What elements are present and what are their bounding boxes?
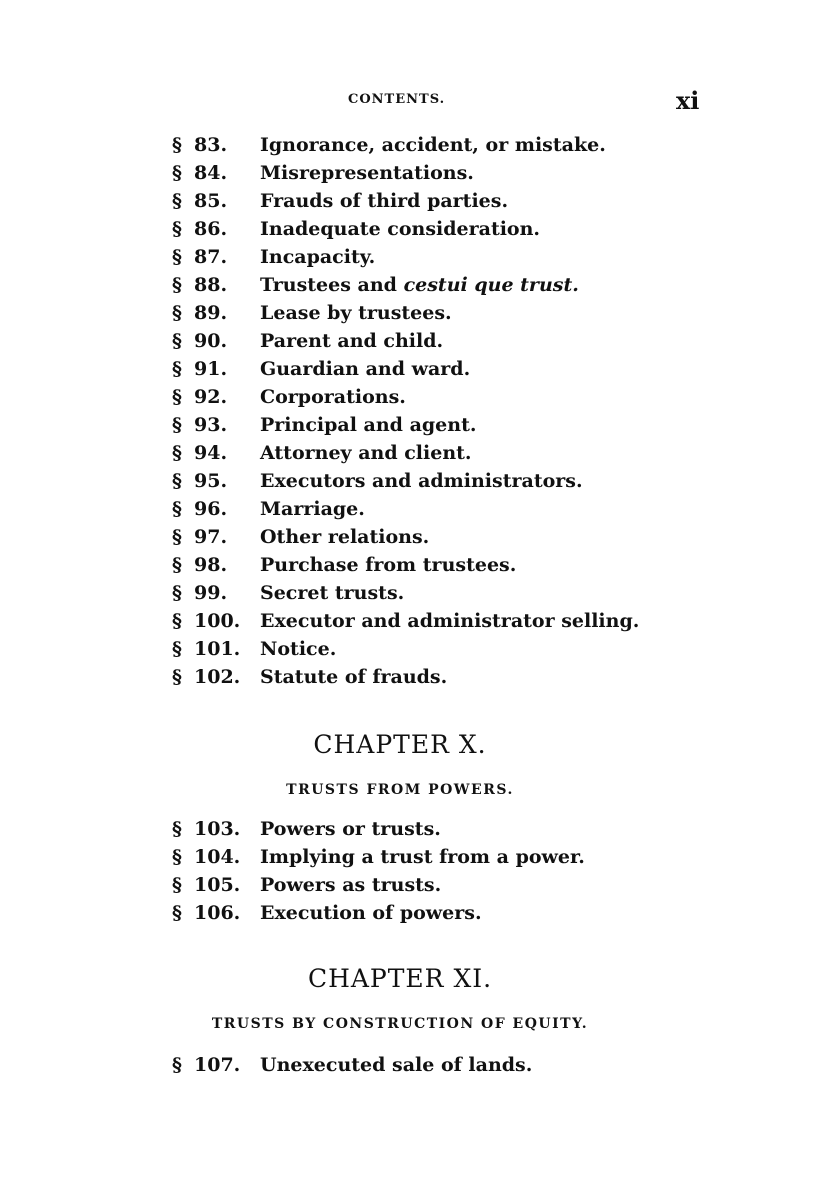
- section-number: 83.: [194, 134, 228, 156]
- section-symbol: §: [172, 638, 182, 660]
- toc-entry: [172, 162, 474, 190]
- section-number: 99.: [194, 582, 228, 604]
- section-symbol: §: [172, 582, 182, 604]
- section-number: 86.: [194, 218, 228, 240]
- section-number: 91.: [194, 358, 228, 380]
- section-number: 94.: [194, 442, 228, 464]
- section-symbol: §: [172, 498, 182, 520]
- section-number: 103.: [194, 818, 241, 840]
- entry-title: Frauds of third parties.: [260, 190, 509, 212]
- toc-entry: [172, 134, 606, 162]
- section-number: 97.: [194, 526, 228, 548]
- section-number: 101.: [194, 638, 241, 660]
- section-symbol: §: [172, 818, 182, 840]
- section-number: 90.: [194, 330, 228, 352]
- section-number: 87.: [194, 246, 228, 268]
- section-number: 105.: [194, 874, 241, 896]
- section-symbol: §: [172, 246, 182, 268]
- section-number: 100.: [194, 610, 241, 632]
- entry-title: Marriage.: [260, 498, 365, 520]
- entry-title: Other relations.: [260, 526, 430, 548]
- toc-entry: [172, 190, 508, 218]
- toc-entry: [172, 470, 583, 498]
- toc-entry: [172, 666, 447, 694]
- section-symbol: §: [172, 162, 182, 184]
- toc-entry: [172, 358, 470, 386]
- section-symbol: §: [172, 414, 182, 436]
- entry-title: Notice.: [260, 638, 337, 660]
- toc-entry: [172, 246, 375, 274]
- section-number: 84.: [194, 162, 228, 184]
- entry-title: Misrepresentations.: [260, 162, 474, 184]
- section-symbol: §: [172, 302, 182, 324]
- page-header: [0, 86, 840, 116]
- toc-entry: [172, 414, 476, 442]
- section-symbol: §: [172, 330, 182, 352]
- section-symbol: §: [172, 1054, 182, 1076]
- section-number: 92.: [194, 386, 228, 408]
- section-number: 102.: [194, 666, 241, 688]
- toc-entry: [172, 902, 482, 930]
- section-symbol: §: [172, 274, 182, 296]
- section-number: 85.: [194, 190, 228, 212]
- entry-title-prefix: Trustees and: [260, 274, 404, 296]
- entry-title: Purchase from trustees.: [260, 554, 517, 576]
- entry-title: Attorney and client.: [260, 442, 472, 464]
- chapter-xi-heading: CHAPTER XI.: [307, 964, 493, 993]
- section-number: 107.: [194, 1054, 241, 1076]
- section-number: 106.: [194, 902, 241, 924]
- toc-entry: [172, 330, 443, 358]
- section-symbol: §: [172, 470, 182, 492]
- entry-title: [260, 274, 579, 296]
- entry-title: Parent and child.: [260, 330, 444, 352]
- toc-entry: [172, 274, 579, 302]
- section-number: 98.: [194, 554, 228, 576]
- running-title: CONTENTS.: [348, 92, 446, 107]
- toc-entry: [172, 610, 639, 638]
- entry-title: Powers or trusts.: [260, 818, 441, 840]
- section-symbol: §: [172, 190, 182, 212]
- section-symbol: §: [172, 134, 182, 156]
- toc-entry: [172, 218, 540, 246]
- section-number: 89.: [194, 302, 228, 324]
- entry-title: Implying a trust from a power.: [260, 846, 585, 868]
- toc-entry: [172, 386, 406, 414]
- section-symbol: §: [172, 442, 182, 464]
- entry-title: Execution of powers.: [260, 902, 482, 924]
- entry-title-italic: cestui que trust.: [403, 274, 579, 296]
- entry-title: Guardian and ward.: [260, 358, 471, 380]
- section-symbol: §: [172, 902, 182, 924]
- entry-title: Ignorance, accident, or mistake.: [260, 134, 606, 156]
- toc-entry: [172, 302, 452, 330]
- toc-entry: [172, 498, 365, 526]
- toc-entry: [172, 638, 336, 666]
- entry-title: Powers as trusts.: [260, 874, 442, 896]
- toc-entry: [172, 442, 472, 470]
- section-symbol: §: [172, 554, 182, 576]
- toc-entry: [172, 526, 429, 554]
- section-symbol: §: [172, 874, 182, 896]
- toc-entry: [172, 582, 404, 610]
- toc-entry: [172, 554, 516, 582]
- toc-entry: [172, 1054, 532, 1082]
- entry-title: Secret trusts.: [260, 582, 405, 604]
- section-symbol: §: [172, 386, 182, 408]
- section-symbol: §: [172, 526, 182, 548]
- section-number: 88.: [194, 274, 228, 296]
- section-number: 93.: [194, 414, 228, 436]
- entry-title: Statute of frauds.: [260, 666, 448, 688]
- chapter-xi-subtitle: TRUSTS BY CONSTRUCTION OF EQUITY.: [211, 1016, 589, 1032]
- entry-title: Corporations.: [260, 386, 406, 408]
- entry-title: Inadequate consideration.: [260, 218, 541, 240]
- toc-entry: [172, 874, 441, 902]
- section-number: 95.: [194, 470, 228, 492]
- entry-title: Executors and administrators.: [260, 470, 583, 492]
- entry-title: Executor and administrator selling.: [260, 610, 640, 632]
- entry-title: Principal and agent.: [260, 414, 477, 436]
- section-number: 96.: [194, 498, 228, 520]
- toc-entry: [172, 818, 441, 846]
- section-symbol: §: [172, 358, 182, 380]
- section-symbol: §: [172, 846, 182, 868]
- section-number: 104.: [194, 846, 241, 868]
- entry-title: Unexecuted sale of lands.: [260, 1054, 533, 1076]
- entry-title: Lease by trustees.: [260, 302, 452, 324]
- section-symbol: §: [172, 666, 182, 688]
- section-symbol: §: [172, 218, 182, 240]
- entry-title: Incapacity.: [260, 246, 376, 268]
- page-number: xi: [676, 86, 700, 115]
- section-symbol: §: [172, 610, 182, 632]
- toc-entry: [172, 846, 585, 874]
- chapter-x-heading: CHAPTER X.: [313, 730, 487, 759]
- chapter-x-subtitle: TRUSTS FROM POWERS.: [286, 782, 514, 798]
